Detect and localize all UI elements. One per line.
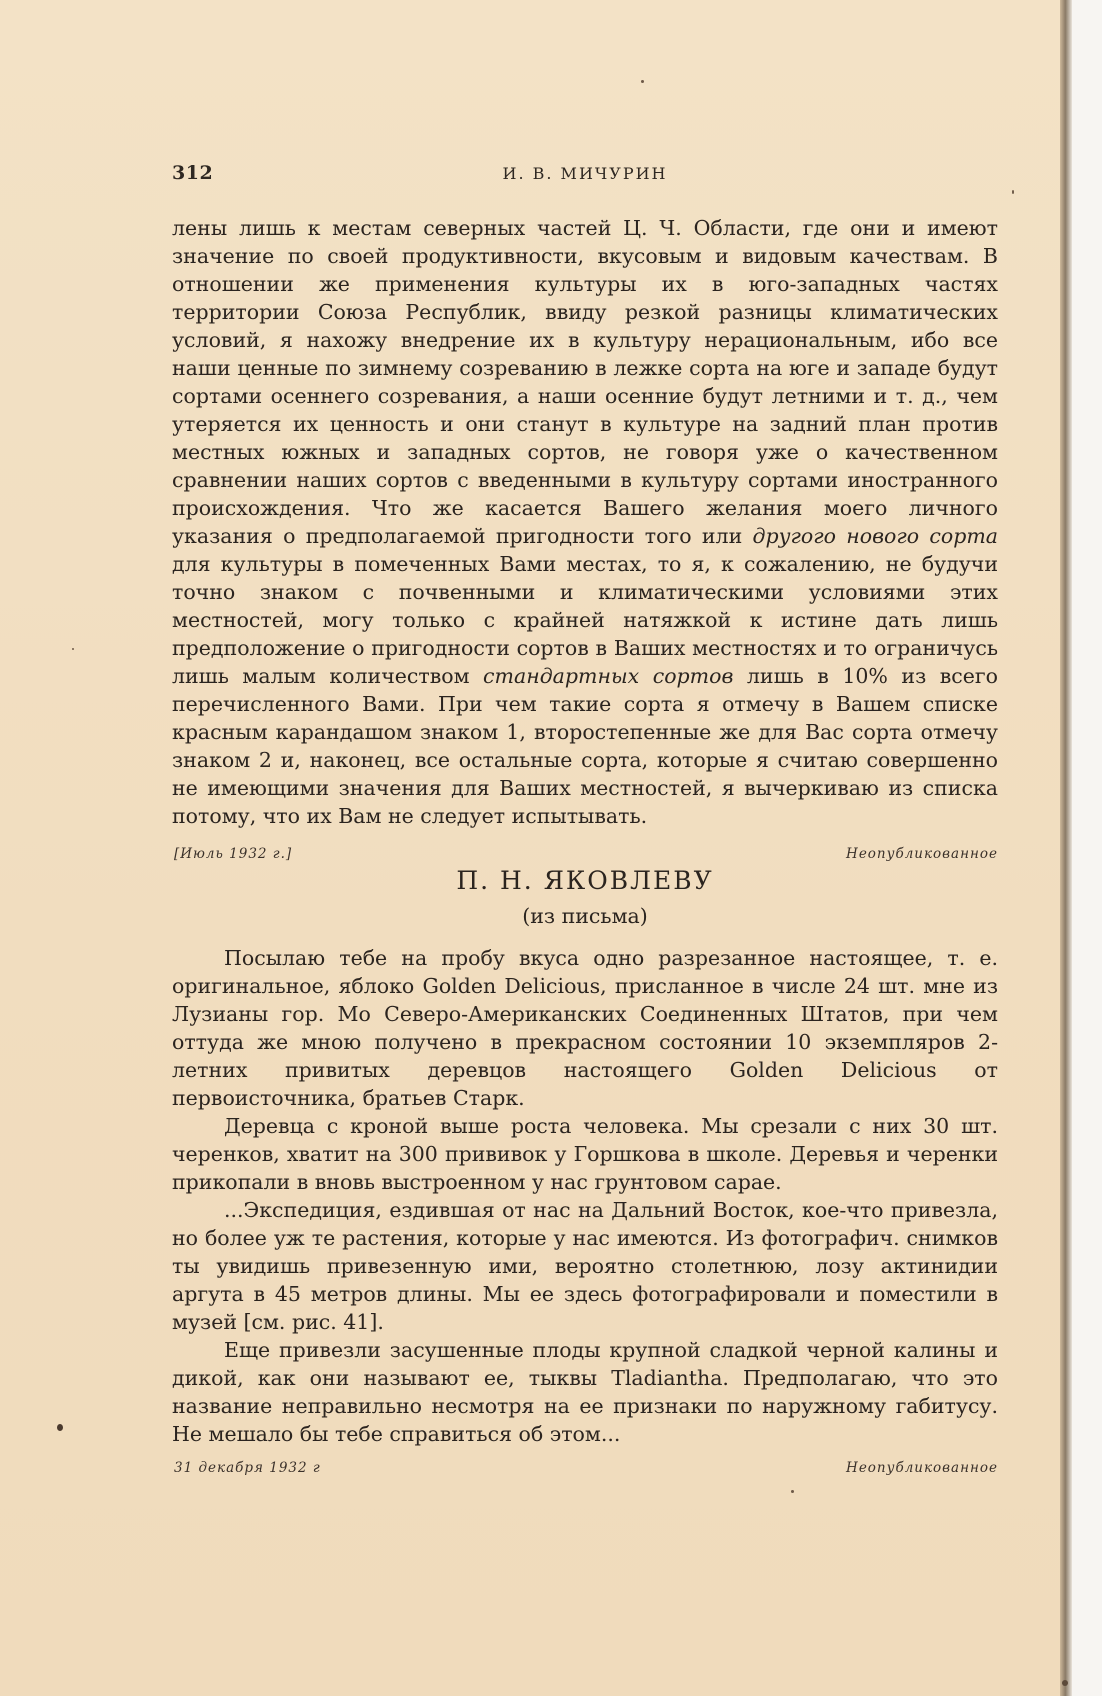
print-speck xyxy=(791,1490,794,1493)
letter-date: [Июль 1932 г.] xyxy=(174,846,293,862)
paragraph-text-segment: для культуры в помеченных Вами местах, то я, к сожалению, не будучи точно знаком с почвенными и климатическими условиями этих местностей, могу только с крайней натяжкой к истине дать лишь предположение о пригодности сортов в Ваших местностях и то ограничусь лишь малым количеством xyxy=(172,552,998,688)
letter-2-subtitle: (из письма) xyxy=(522,904,648,928)
letter-1-text xyxy=(172,214,998,830)
page-margin-background xyxy=(1072,0,1102,1696)
print-speck xyxy=(72,648,74,650)
print-speck xyxy=(641,80,644,83)
letter-1-signature-row xyxy=(172,846,998,868)
italic-phrase: стандартных сортов xyxy=(483,664,734,688)
letter-2-paragraph: Деревца с кроной выше роста человека. Мы срезали с них 30 шт. черенков, хватит на 300 прививок у Горшкова в школе. Деревья и черенки прикопали в вновь выстроенном у нас грунтовом сарае. xyxy=(172,1114,998,1194)
publication-status: Неопубликованное xyxy=(846,1460,998,1476)
paragraph-text-segment: лены лишь к местам северных частей Ц. Ч. Области, где они и имеют значение по своей продуктивности, вкусовым и видовым качествам. В отношении же применения культуры их в юго-западных частях территории Союза Республик, ввиду резкой разницы климатических условий, я нахожу внедрение их в культуру нерациональным, ибо все наши ценные по зимнему созреванию в лежке сорта на юге и западе будут сортами осеннего созревания, а наши осенние будут летними и т. д., чем утеряется их ценность и они станут в культуре на задний план против местных южных и западных сортов, не говоря уже о качественном сравнении наших сортов с введенными в культуру сортами иностранного происхождения. Что же касается Вашего желания моего личного указания о предполагаемой пригодности того или xyxy=(172,216,998,548)
letter-2-signature-row xyxy=(172,1460,998,1482)
paragraph-text-segment: лишь в 10% из всего перечисленного Вами. При чем такие сорта я отмечу в Вашем списке красным карандашом знаком 1, второстепенные же для Вас сорта отмечу знаком 2 и, наконец, все остальные сорта, которые я считаю совершенно не имеющими значения для Ваших местностей, я вычеркиваю из списка потому, что их Вам не следует испытывать. xyxy=(172,664,998,828)
letter-2-title: П. Н. ЯКОВЛЕВУ xyxy=(456,866,714,895)
italic-phrase: другого нового сорта xyxy=(752,524,999,548)
publication-status: Неопубликованное xyxy=(846,846,998,862)
running-head: И. В. МИЧУРИН xyxy=(502,164,668,183)
letter-2-paragraph: ...Экспедиция, ездившая от нас на Дальний Восток, кое-что привезла, но более уж те растения, которые у нас имеются. Из фотографич. снимков ты увидишь привезенную ими, вероятно столетнюю, лозу актинидии аргута в 45 метров длины. Мы ее здесь фотографировали и поместили в музей [см. рис. 41]. xyxy=(172,1198,998,1334)
letter-1-paragraph xyxy=(172,214,998,830)
letter-date: 31 декабря 1932 г xyxy=(174,1460,321,1476)
letter-2-paragraph: Еще привезли засушенные плоды крупной сладкой черной калины и дикой, как они называют ее, тыквы Tladiantha. Предполагаю, что это название неправильно несмотря на ее признаки по наружному габитусу. Не мешало бы тебе справиться об этом... xyxy=(172,1338,998,1446)
letter-2-text xyxy=(172,944,998,1448)
page-header xyxy=(172,162,998,190)
page-number: 312 xyxy=(172,162,214,184)
print-speck xyxy=(1062,1680,1068,1686)
print-speck xyxy=(57,1424,63,1431)
page-edge xyxy=(1060,0,1072,1696)
print-speck xyxy=(1012,190,1014,194)
letter-2-paragraph: Посылаю тебе на пробу вкуса одно разрезанное настоящее, т. е. оригинальное, яблоко Golden Delicious, присланное в числе 24 шт. мне из Лузианы гор. Мо Северо-Американских Соединенных Штатов, при чем оттуда же мною получено в прекрасном состоянии 10 экземпляров 2-летних привитых деревцов настоящего Golden Delicious от первоисточника, братьев Старк. xyxy=(172,946,998,1110)
